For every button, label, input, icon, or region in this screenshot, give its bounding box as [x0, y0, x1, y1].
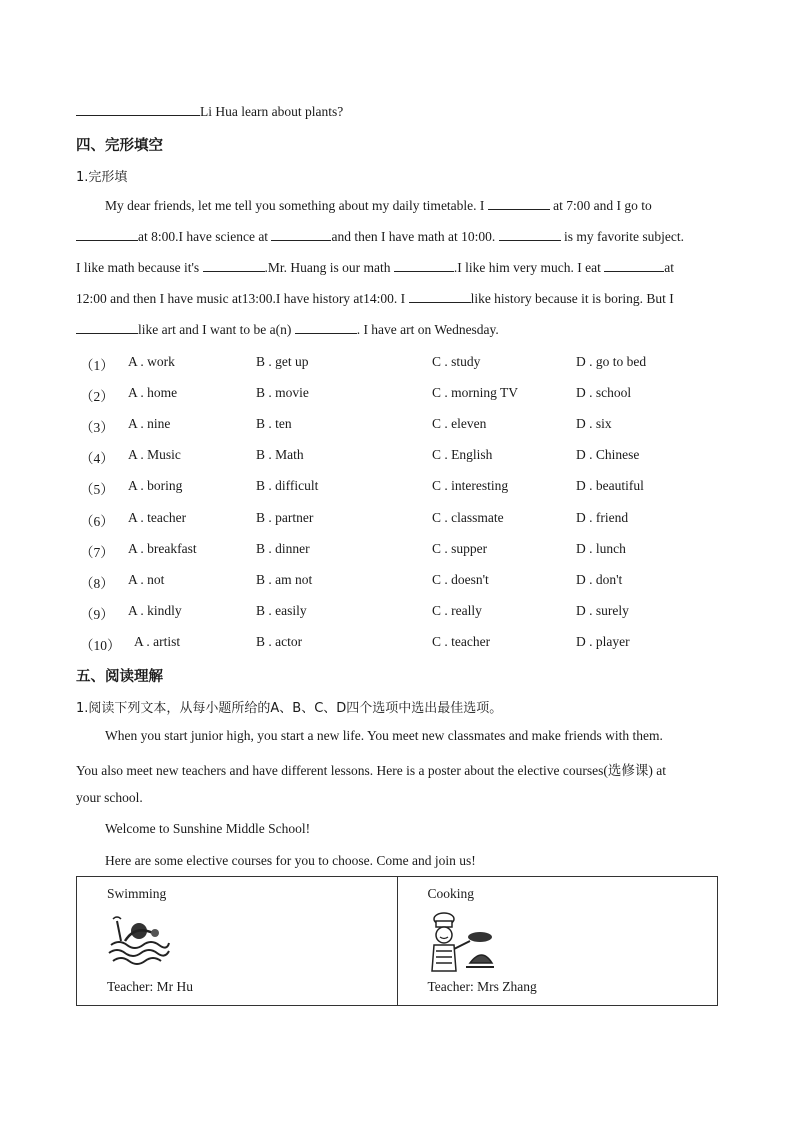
blank-6: [394, 270, 454, 272]
option-row: [76, 510, 736, 530]
option-b[interactable]: B . partner: [256, 510, 314, 525]
question-number: （2）: [80, 389, 114, 404]
option-d[interactable]: D . surely: [576, 603, 629, 618]
question-number: （1）: [80, 358, 114, 373]
intro-line: Here are some elective courses for you to choose. Come and join us!: [105, 853, 476, 868]
option-a[interactable]: A . boring: [128, 478, 183, 493]
blank-7: [604, 270, 664, 272]
option-d[interactable]: D . friend: [576, 510, 629, 525]
option-a[interactable]: A . teacher: [128, 510, 187, 525]
option-row: [76, 416, 736, 436]
blank-1: [488, 208, 550, 210]
reading-instruction: 1.阅读下列文本，从每小题所给的A、B、C、D四个选项中选出最佳选项。: [76, 701, 503, 716]
option-a[interactable]: A . work: [128, 354, 175, 369]
option-c[interactable]: C . study: [432, 354, 481, 369]
passage-text: and then I have math at 10:00.: [331, 229, 496, 244]
swimmer-icon: [105, 911, 171, 971]
elective-courses-poster: [76, 876, 718, 1006]
passage-text: at: [664, 260, 674, 275]
option-b[interactable]: B . Math: [256, 447, 304, 462]
passage-line-5: [76, 322, 499, 338]
option-d[interactable]: D . go to bed: [576, 354, 647, 369]
question-number: （8）: [80, 576, 114, 591]
option-b[interactable]: B . am not: [256, 572, 313, 587]
course-title: Cooking: [427, 886, 475, 901]
option-a[interactable]: A . not: [128, 572, 165, 587]
option-b[interactable]: B . dinner: [256, 541, 310, 556]
question-number: （6）: [80, 514, 114, 529]
option-row: [76, 634, 736, 654]
passage-line-4: [76, 291, 674, 307]
option-d[interactable]: D . six: [576, 416, 612, 431]
welcome-line: Welcome to Sunshine Middle School!: [105, 821, 311, 836]
option-c[interactable]: C . morning TV: [432, 385, 519, 400]
option-d[interactable]: D . lunch: [576, 541, 626, 556]
question-number: （10）: [80, 638, 121, 653]
option-c[interactable]: C . doesn't: [432, 572, 489, 587]
option-c[interactable]: C . interesting: [432, 478, 509, 493]
blank-10: [295, 332, 357, 334]
option-c[interactable]: C . English: [432, 447, 493, 462]
question-number: （5）: [80, 482, 114, 497]
passage-text: My dear friends, let me tell you something about my daily timetable. I: [105, 198, 485, 213]
chef-icon: [426, 911, 496, 973]
option-a[interactable]: A . kindly: [128, 603, 182, 618]
section-heading-reading: 五、阅读理解: [76, 669, 163, 685]
passage-text: . I have art on Wednesday.: [356, 322, 499, 337]
option-d[interactable]: D . Chinese: [576, 447, 640, 462]
blank-2: [76, 239, 138, 241]
passage-text: at 7:00 and I go to: [553, 198, 652, 213]
passage-text: .Mr. Huang is our math: [264, 260, 391, 275]
reading-paragraph-line-1: When you start junior high, you start a new life. You meet new classmates and make friends with them.: [105, 728, 663, 743]
option-a[interactable]: A . breakfast: [128, 541, 197, 556]
option-d[interactable]: D . beautiful: [576, 478, 644, 493]
cloze-passage: [76, 198, 724, 348]
section-heading-cloze: 四、完形填空: [76, 138, 163, 154]
passage-text: like history because it is boring. But I: [470, 291, 674, 306]
option-row: [76, 447, 736, 467]
question-number: （9）: [80, 607, 114, 622]
course-cell-cooking: [397, 877, 718, 1005]
option-row: [76, 385, 736, 405]
reading-paragraph-line-2: You also meet new teachers and have different lessons. Here is a poster about the elective courses(选修课) at: [76, 763, 666, 778]
option-row: [76, 354, 736, 374]
option-c[interactable]: C . supper: [432, 541, 488, 556]
question-number: （7）: [80, 545, 114, 560]
top-question-line: [76, 104, 343, 120]
passage-line-2: [76, 229, 684, 245]
option-row: [76, 541, 736, 561]
passage-text: at 8:00.I have science at: [138, 229, 269, 244]
question-text: Li Hua learn about plants?: [200, 104, 344, 119]
course-teacher: Teacher: Mrs Zhang: [427, 979, 537, 994]
passage-text: .I like him very much. I eat: [453, 260, 601, 275]
option-b[interactable]: B . movie: [256, 385, 309, 400]
cloze-subheading: 1.完形填: [76, 170, 128, 185]
option-a[interactable]: A . Music: [128, 447, 181, 462]
course-teacher: Teacher: Mr Hu: [107, 979, 194, 994]
option-c[interactable]: C . really: [432, 603, 482, 618]
option-c[interactable]: C . classmate: [432, 510, 504, 525]
option-b[interactable]: B . ten: [256, 416, 292, 431]
option-b[interactable]: B . easily: [256, 603, 307, 618]
option-b[interactable]: B . get up: [256, 354, 309, 369]
option-d[interactable]: D . school: [576, 385, 632, 400]
blank-3: [271, 239, 331, 241]
answer-blank: [76, 114, 200, 116]
blank-9: [76, 332, 138, 334]
passage-text: 12:00 and then I have music at13:00.I have history at14:00. I: [76, 291, 406, 306]
passage-text: like art and I want to be a(n): [138, 322, 292, 337]
option-d[interactable]: D . player: [576, 634, 630, 649]
option-a[interactable]: A . nine: [128, 416, 171, 431]
blank-5: [203, 270, 265, 272]
option-d[interactable]: D . don't: [576, 572, 623, 587]
option-a[interactable]: A . home: [128, 385, 178, 400]
option-row: [76, 478, 736, 498]
blank-8: [409, 301, 471, 303]
blank-4: [499, 239, 561, 241]
option-c[interactable]: C . teacher: [432, 634, 491, 649]
question-number: （4）: [80, 451, 114, 466]
passage-text: is my favorite subject.: [564, 229, 685, 244]
option-row: [76, 572, 736, 592]
course-cell-swimming: [77, 877, 397, 1005]
reading-paragraph-line-3: your school.: [76, 790, 143, 805]
option-b[interactable]: B . difficult: [256, 478, 319, 493]
option-a[interactable]: A . artist: [134, 634, 181, 649]
course-title: Swimming: [107, 886, 167, 901]
question-number: （3）: [80, 420, 114, 435]
option-b[interactable]: B . actor: [256, 634, 303, 649]
option-c[interactable]: C . eleven: [432, 416, 487, 431]
option-row: [76, 603, 736, 623]
passage-text: I like math because it's: [76, 260, 200, 275]
passage-line-1: [105, 198, 652, 214]
passage-line-3: [76, 260, 674, 276]
